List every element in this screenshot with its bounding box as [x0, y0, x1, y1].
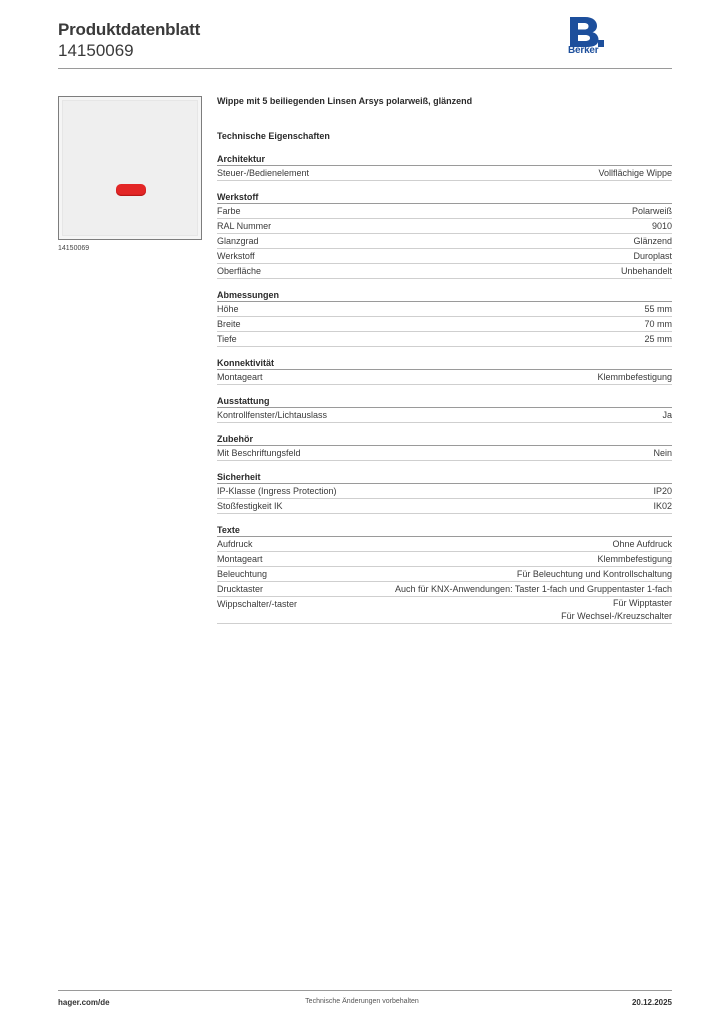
spec-row — [217, 264, 672, 279]
berker-logo — [567, 16, 605, 56]
rocker-switch-face — [62, 100, 198, 236]
spec-row — [217, 597, 672, 624]
section-title: Ausstattung — [217, 395, 672, 408]
indicator-lens — [116, 184, 146, 196]
section-title: Konnektivität — [217, 357, 672, 370]
spec-section — [217, 357, 672, 385]
spec-label: Steuer-/Bedienelement — [217, 168, 310, 178]
spec-value-line: 55 mm — [644, 304, 672, 314]
spec-value — [644, 302, 672, 316]
footer-website: hager.com/de — [58, 998, 110, 1007]
document-title: Produktdatenblatt — [58, 20, 201, 39]
spec-label: Stoßfestigkeit IK — [217, 501, 283, 511]
spec-sections — [217, 153, 672, 624]
header-divider — [58, 68, 672, 69]
spec-value — [621, 264, 672, 278]
spec-label: Werkstoff — [217, 251, 255, 261]
spec-label: IP-Klasse (Ingress Protection) — [217, 486, 337, 496]
product-image — [58, 96, 202, 240]
spec-value — [653, 484, 672, 498]
spec-value — [517, 567, 672, 581]
spec-row — [217, 302, 672, 317]
spec-value — [598, 166, 672, 180]
spec-label: Wippschalter/-taster — [217, 599, 298, 609]
spec-value-line: Polarweiß — [631, 206, 672, 216]
footer-notice: Technische Änderungen vorbehalten — [305, 998, 419, 1005]
section-title: Abmessungen — [217, 289, 672, 302]
spec-label: Höhe — [217, 304, 239, 314]
properties-title: Technische Eigenschaften — [217, 131, 330, 141]
spec-value-line: Vollflächige Wippe — [598, 168, 672, 178]
spec-value — [662, 408, 672, 422]
spec-row — [217, 484, 672, 499]
spec-label: Drucktaster — [217, 584, 264, 594]
spec-value — [612, 537, 672, 551]
spec-row — [217, 408, 672, 423]
spec-value — [652, 219, 672, 233]
spec-value — [561, 597, 672, 623]
section-title: Texte — [217, 524, 672, 537]
spec-row — [217, 537, 672, 552]
spec-value-line: Ohne Aufdruck — [612, 539, 672, 549]
spec-value — [644, 332, 672, 346]
spec-value-line: Für Wipptaster — [612, 598, 672, 608]
spec-value — [395, 582, 672, 596]
footer-divider — [58, 990, 672, 991]
spec-row — [217, 582, 672, 597]
spec-value — [633, 249, 672, 263]
spec-row — [217, 204, 672, 219]
footer-date: 20.12.2025 — [631, 998, 672, 1007]
spec-value-line: Klemmbefestigung — [597, 554, 672, 564]
section-title: Sicherheit — [217, 471, 672, 484]
spec-row — [217, 446, 672, 461]
spec-value-line: Klemmbefestigung — [597, 372, 672, 382]
spec-row — [217, 567, 672, 582]
spec-label: Farbe — [217, 206, 241, 216]
spec-value-line: 25 mm — [644, 334, 672, 344]
document-number: 14150069 — [58, 41, 134, 60]
spec-value — [653, 499, 672, 513]
spec-section — [217, 289, 672, 347]
spec-row — [217, 499, 672, 514]
spec-value — [633, 234, 672, 248]
spec-value-line: Unbehandelt — [620, 266, 672, 276]
spec-label: Glanzgrad — [217, 236, 259, 246]
spec-value-line: Auch für KNX-Anwendungen: Taster 1-fach und Gruppentaster 1-fach — [395, 584, 672, 594]
spec-label: Mit Beschriftungsfeld — [217, 448, 301, 458]
spec-row — [217, 249, 672, 264]
product-heading: Wippe mit 5 beiliegenden Linsen Arsys polarweiß, glänzend — [217, 96, 473, 106]
spec-value — [597, 552, 672, 566]
spec-label: Tiefe — [217, 334, 237, 344]
spec-label: Montageart — [217, 554, 263, 564]
section-title: Zubehör — [217, 433, 672, 446]
spec-section — [217, 395, 672, 423]
spec-row — [217, 332, 672, 347]
spec-section — [217, 153, 672, 181]
berker-b-icon — [567, 16, 605, 48]
spec-label: Oberfläche — [217, 266, 262, 276]
spec-value-line: IP20 — [653, 486, 672, 496]
spec-row — [217, 317, 672, 332]
spec-label: Aufdruck — [217, 539, 253, 549]
spec-row — [217, 370, 672, 385]
spec-section — [217, 433, 672, 461]
spec-value — [653, 446, 672, 460]
spec-label: Kontrollfenster/Lichtauslass — [217, 410, 328, 420]
section-title: Architektur — [217, 153, 672, 166]
spec-value-line: Für Beleuchtung und Kontrollschaltung — [516, 569, 672, 579]
spec-row — [217, 166, 672, 181]
spec-value-line: Für Wechsel-/Kreuzschalter — [561, 611, 672, 621]
spec-value-line: Nein — [653, 448, 672, 458]
spec-value-line: IK02 — [653, 501, 672, 511]
spec-label: RAL Nummer — [217, 221, 272, 231]
spec-value-line: Duroplast — [633, 251, 672, 261]
spec-value-line: 70 mm — [644, 319, 672, 329]
spec-value-line: 9010 — [651, 221, 672, 231]
spec-value — [644, 317, 672, 331]
spec-label: Montageart — [217, 372, 263, 382]
product-image-caption: 14150069 — [58, 245, 90, 252]
spec-section — [217, 191, 672, 279]
section-title: Werkstoff — [217, 191, 672, 204]
spec-value-line: Glänzend — [633, 236, 672, 246]
spec-value-line: Ja — [662, 410, 672, 420]
spec-section — [217, 471, 672, 514]
spec-value — [632, 204, 672, 218]
spec-row — [217, 234, 672, 249]
spec-row — [217, 552, 672, 567]
spec-value — [597, 370, 672, 384]
spec-label: Beleuchtung — [217, 569, 268, 579]
spec-label: Breite — [217, 319, 241, 329]
spec-content — [217, 95, 672, 624]
spec-row — [217, 219, 672, 234]
spec-section — [217, 524, 672, 624]
brand-name: Berker — [568, 45, 599, 56]
